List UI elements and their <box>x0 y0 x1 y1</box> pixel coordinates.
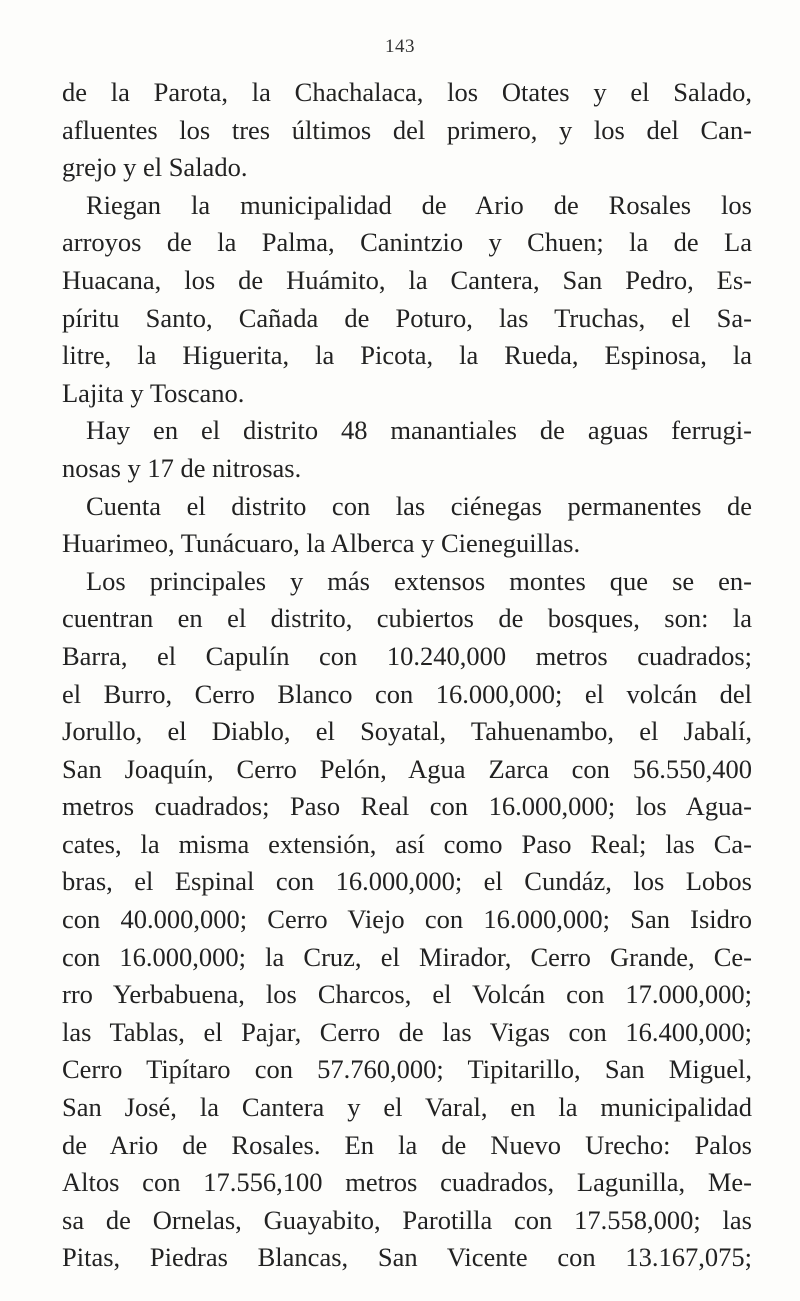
text-line: Huarimeo, Tunácuaro, la Alberca y Cieneguillas. <box>62 528 581 559</box>
text-line: píritu Santo, Cañada de Poturo, las Truchas, el Sa- <box>62 302 752 333</box>
text-line: Riegan la municipalidad de Ario de Rosales los <box>86 189 752 220</box>
text-line: Hay en el distrito 48 manantiales de aguas ferrugi- <box>86 415 752 446</box>
text-line: arroyos de la Palma, Canintzio y Chuen; la de La <box>62 227 752 258</box>
text-line: Cuenta el distrito con las ciénegas permanentes de <box>86 490 752 521</box>
text-line: rro Yerbabuena, los Charcos, el Volcán con 17.000,000; <box>62 979 752 1010</box>
text-line: con 16.000,000; la Cruz, el Mirador, Cerro Grande, Ce- <box>62 941 752 972</box>
text-line: con 40.000,000; Cerro Viejo con 16.000,000; San Isidro <box>62 904 752 935</box>
text-line: bras, el Espinal con 16.000,000; el Cundáz, los Lobos <box>62 866 752 897</box>
text-line: cates, la misma extensión, así como Paso Real; las Ca- <box>62 828 752 859</box>
page-number: 143 <box>385 36 415 57</box>
text-line: Huacana, los de Huámito, la Cantera, San Pedro, Es- <box>62 264 752 295</box>
text-line: San Joaquín, Cerro Pelón, Agua Zarca con 56.550,400 <box>62 753 752 784</box>
body-text <box>62 74 752 1277</box>
text-line: litre, la Higuerita, la Picota, la Rueda, Espinosa, la <box>62 340 752 371</box>
text-line: Jorullo, el Diablo, el Soyatal, Tahuenambo, el Jabalí, <box>62 716 752 747</box>
text-line: de Ario de Rosales. En la de Nuevo Urecho: Palos <box>62 1129 752 1160</box>
text-line: cuentran en el distrito, cubiertos de bosques, son: la <box>62 603 752 634</box>
text-line: Pitas, Piedras Blancas, San Vicente con 13.167,075; <box>62 1242 752 1273</box>
text-line: metros cuadrados; Paso Real con 16.000,000; los Agua- <box>62 791 752 822</box>
text-line: nosas y 17 de nitrosas. <box>62 452 302 483</box>
text-line: afluentes los tres últimos del primero, y los del Can- <box>62 114 752 145</box>
text-line: las Tablas, el Pajar, Cerro de las Vigas con 16.400,000; <box>62 1016 752 1047</box>
text-line: Barra, el Capulín con 10.240,000 metros cuadrados; <box>62 640 752 671</box>
text-line: de la Parota, la Chachalaca, los Otates y el Salado, <box>62 77 752 107</box>
text-line: sa de Ornelas, Guayabito, Parotilla con 17.558,000; las <box>62 1204 752 1235</box>
text-line: San José, la Cantera y el Varal, en la municipalidad <box>62 1092 752 1123</box>
text-line: Cerro Tipítaro con 57.760,000; Tipitarillo, San Miguel, <box>62 1054 752 1085</box>
text-line: el Burro, Cerro Blanco con 16.000,000; el volcán del <box>62 678 752 709</box>
text-line: Lajita y Toscano. <box>62 377 245 408</box>
text-line: Los principales y más extensos montes que se en- <box>86 565 752 596</box>
text-line: grejo y el Salado. <box>62 152 248 183</box>
text-line: Altos con 17.556,100 metros cuadrados, Lagunilla, Me- <box>62 1167 752 1198</box>
